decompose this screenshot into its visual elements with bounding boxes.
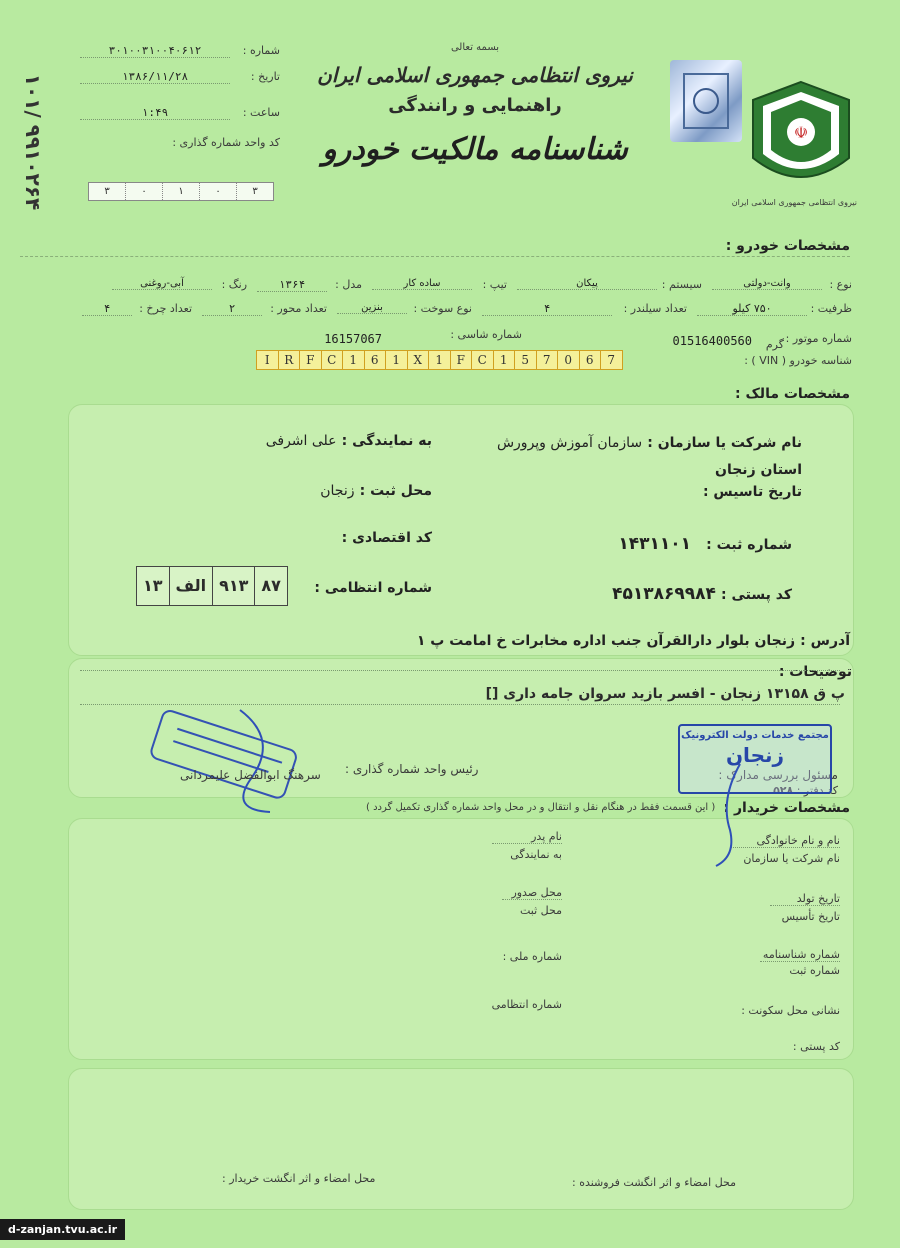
postal-label: کد پستی : [721, 587, 792, 603]
reg-no-label: شماره ثبت : [706, 537, 792, 553]
number-label: شماره : [242, 44, 280, 57]
reg-no-value: ۱۴۳۱۱۰۱ [618, 534, 692, 554]
postal-value: ۴۵۱۳۸۶۹۹۸۴ [612, 584, 716, 604]
vin-boxes: I R F C 1 6 1 X 1 F C 1 5 7 0 6 7 [256, 350, 623, 370]
signature-stamp-icon [140, 700, 310, 820]
government-services-stamp: مجتمع خدمات دولت الکترونیک زنجان [678, 724, 832, 794]
time-value: ۱:۴۹ [80, 106, 230, 120]
owner-section-title: مشخصات مالک : [735, 386, 850, 402]
org-line2: راهنمایی و رانندگی [388, 95, 562, 116]
company-value: سازمان آموزش وپرورش [496, 435, 643, 451]
econ-code-label: کد اقتصادی : [341, 530, 432, 546]
vehicle-row3: شماره موتور : گرم 01516400560 شماره شاسی : 16157067 [324, 328, 852, 351]
plate-label: شماره انتظامی : [314, 580, 432, 596]
company-label: نام شرکت یا سازمان : [647, 435, 802, 451]
signatures-panel [68, 1068, 854, 1210]
reg-place-value: زنجان [320, 483, 355, 499]
basmala: بسمه تعالی [450, 42, 500, 53]
time-label: ساعت : [242, 106, 280, 119]
representative-label: به نمایندگی : [341, 433, 432, 449]
vehicle-row1: نوع : وانت-دولتی سیستم : پیکان تیپ : ساده کار مدل : ۱۳۶۴ رنگ : آبی-روغنی [78, 278, 852, 298]
owner-fields [68, 404, 852, 654]
owner-address: آدرس : زنجان بلوار دارالقرآن جنب اداره مخابرات خ امامت پ ۱ [416, 633, 850, 649]
representative-value: علی اشرفی [265, 433, 337, 449]
vehicle-divider [20, 256, 850, 257]
vin-row: شناسه خودرو ( VIN ) : [744, 354, 852, 367]
seller-signature-label: محل امضاء و اثر انگشت فروشنده : [572, 1176, 737, 1189]
pen-mark-icon [700, 760, 760, 870]
number-value: ۳۰۱۰۰۳۱۰۰۴۰۶۱۲ [80, 44, 230, 58]
title-block [300, 42, 650, 167]
notes-line1 [80, 670, 840, 671]
buyer-signature-label: محل امضاء و اثر انگشت خریدار : [222, 1172, 376, 1185]
province-value: استان زنجان [715, 462, 802, 478]
emblem-caption: نیروی انتظامی جمهوری اسلامی ایران [731, 198, 857, 207]
svg-text:☫: ☫ [793, 123, 809, 142]
header-fields [80, 40, 280, 154]
site-watermark: d-zanjan.tvu.ac.ir [0, 1219, 125, 1240]
hologram-icon [670, 60, 742, 142]
side-serial: ۱۰۱/ ۹۹۱۰۲۶۴ [21, 73, 45, 211]
license-plate: ۸۷ ۹۱۳ الف ۱۳ [136, 566, 288, 606]
vehicle-row2: ظرفیت : ۷۵۰ کیلو تعداد سیلندر : ۴ نوع سوخت : بنزین تعداد محور : ۲ تعداد چرخ : ۴ [78, 302, 852, 322]
reg-place-label: محل ثبت : [359, 483, 432, 499]
buyer-section-note: ( این قسمت فقط در هنگام نقل و انتقال و در محل واحد شماره گذاری تکمیل گردد ) [366, 802, 716, 813]
office-label: کد دفتر : ۵۲۸ [773, 784, 838, 797]
unit-code-label: کد واحد شماره گذاری : [172, 136, 280, 149]
buyer-section-title: مشخصات خریدار : [723, 800, 850, 816]
officer-label: مسئول بررسی مدارک : [718, 768, 838, 782]
signer-name: سرهنگ ابوالفضل علیمردانی [180, 768, 321, 782]
unit-head-label: رئیس واحد شماره گذاری : [345, 762, 479, 776]
document-title: شناسنامه مالکیت خودرو [322, 132, 628, 167]
unit-code-cells: ۳ ۰ ۱ ۰ ۳ [88, 182, 274, 201]
police-emblem-icon [731, 78, 857, 207]
notes-title: توضیحات : [778, 664, 852, 680]
org-line1: نیروی انتظامی جمهوری اسلامی ایران [317, 63, 633, 87]
founded-label: تاریخ تاسیس : [702, 484, 802, 500]
buyer-fields: نام و نام خانوادگی نام شرکت یا سازمان نام پدر به نمایندگی تاریخ تولد تاریخ تأسیس محل صدور محل ثبت شماره شناسنامه شماره ثبت شماره ملی : نشانی محل سکونت : شماره انتظامی کد پستی : [491, 830, 840, 1053]
vehicle-section-title: مشخصات خودرو : [725, 238, 850, 254]
date-label: تاریخ : [250, 70, 280, 83]
date-value: ۱۳۸۶/۱۱/۲۸ [80, 70, 230, 84]
notes-text: پ ق ۱۳۱۵۸ زنجان - افسر بازید سروان جامه داری [] [485, 686, 845, 702]
